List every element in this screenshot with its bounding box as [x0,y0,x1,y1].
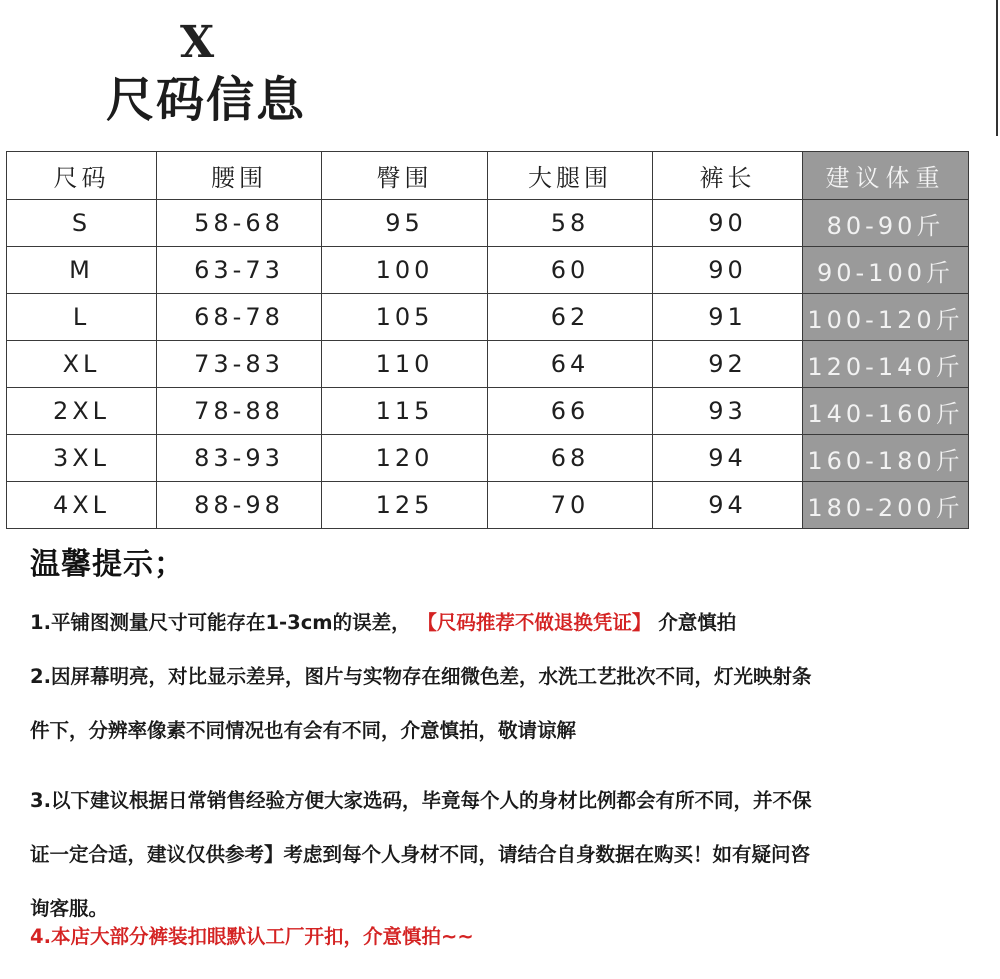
tips-title: 温馨提示； [30,547,185,582]
cell-hip: 95 [322,200,488,247]
cell-thigh: 58 [488,200,653,247]
column-header-weight: 建议体重 [803,152,969,200]
cell-length: 92 [653,341,803,388]
cell-thigh: 60 [488,247,653,294]
column-header-length: 裤长 [653,152,803,200]
cell-thigh: 66 [488,388,653,435]
tip-1 [30,596,992,650]
tip-4: 4.本店大部分裤装扣眼默认工厂开扣，介意慎拍~~ [30,925,474,948]
cell-hip: 100 [322,247,488,294]
size-chart-table [6,151,969,529]
cell-hip: 120 [322,435,488,482]
table-row [7,435,969,482]
cell-thigh: 68 [488,435,653,482]
table-row [7,341,969,388]
cell-length: 93 [653,388,803,435]
tip-3 [30,774,992,936]
column-header-waist: 腰围 [157,152,322,200]
edge-divider [996,0,998,136]
cell-thigh: 62 [488,294,653,341]
cell-length: 90 [653,200,803,247]
cell-length: 94 [653,482,803,529]
cell-waist: 58-68 [157,200,322,247]
table-row [7,388,969,435]
cell-weight: 80-90斤 [803,200,969,247]
cell-thigh: 64 [488,341,653,388]
column-header-size: 尺码 [7,152,157,200]
tip-1-text: 1.平铺图测量尺寸可能存在1-3cm的误差， [30,611,411,634]
cell-thigh: 70 [488,482,653,529]
page-title: 尺码信息 [106,72,307,128]
table-row [7,247,969,294]
column-header-hip: 臀围 [322,152,488,200]
cell-weight: 100-120斤 [803,294,969,341]
cell-weight: 180-200斤 [803,482,969,529]
cell-size: 2XL [7,388,157,435]
tip-3-line-3: 询客服。 [30,897,109,920]
cell-length: 90 [653,247,803,294]
table-row [7,482,969,529]
cell-hip: 115 [322,388,488,435]
table-row [7,200,969,247]
column-header-thigh: 大腿围 [488,152,653,200]
tip-1-highlight: 【尺码推荐不做退换凭证】 [417,611,652,634]
cell-size: XL [7,341,157,388]
cell-waist: 63-73 [157,247,322,294]
table-row [7,294,969,341]
cell-size: 4XL [7,482,157,529]
table-header-row [7,152,969,200]
cell-length: 94 [653,435,803,482]
cell-waist: 73-83 [157,341,322,388]
cell-hip: 125 [322,482,488,529]
tip-3-line-1: 3.以下建议根据日常销售经验方便大家选码，毕竟每个人的身材比例都会有所不同，并不保 [30,789,812,812]
cell-hip: 110 [322,341,488,388]
cell-waist: 83-93 [157,435,322,482]
cell-weight: 120-140斤 [803,341,969,388]
cell-weight: 160-180斤 [803,435,969,482]
tip-2-line-1: 2.因屏幕明亮，对比显示差异，图片与实物存在细微色差，水洗工艺批次不同，灯光映射条 [30,665,812,688]
tip-3-line-2: 证一定合适，建议仅供参考】考虑到每个人身材不同，请结合自身数据在购买！如有疑问咨 [30,843,811,866]
brand-logo: X [180,17,215,68]
cell-weight: 140-160斤 [803,388,969,435]
cell-size: S [7,200,157,247]
tip-1-suffix: 介意慎拍 [658,611,737,634]
cell-waist: 68-78 [157,294,322,341]
tip-2-line-2: 件下，分辨率像素不同情况也有会有不同，介意慎拍，敬请谅解 [30,719,577,742]
cell-length: 91 [653,294,803,341]
cell-weight: 90-100斤 [803,247,969,294]
cell-size: M [7,247,157,294]
cell-waist: 78-88 [157,388,322,435]
tip-2 [30,650,992,758]
cell-waist: 88-98 [157,482,322,529]
cell-size: 3XL [7,435,157,482]
cell-hip: 105 [322,294,488,341]
cell-size: L [7,294,157,341]
